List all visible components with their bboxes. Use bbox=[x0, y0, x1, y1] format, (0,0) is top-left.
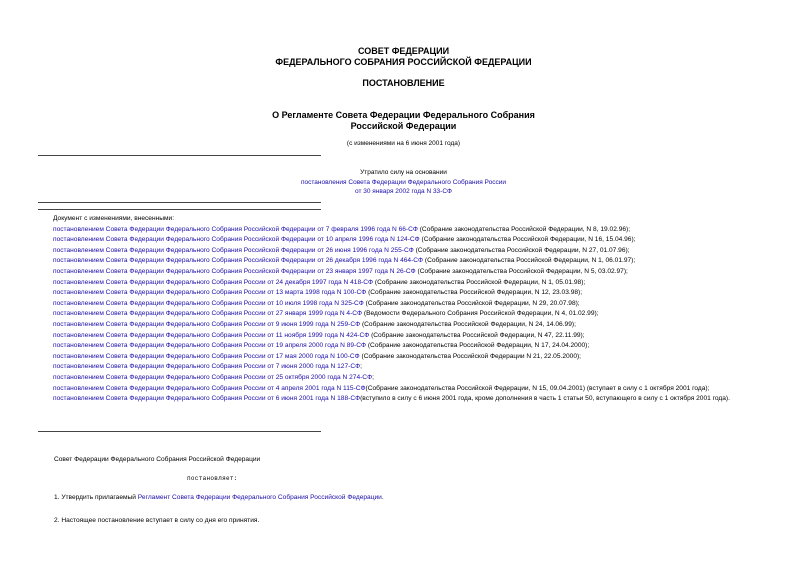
paragraph-1-end: . bbox=[381, 494, 384, 501]
amendment-item bbox=[40, 246, 775, 257]
doc-type: ПОСТАНОВЛЕНИЕ bbox=[362, 78, 445, 88]
divider bbox=[38, 155, 321, 156]
amendment-source: (вступило в силу с 6 июня 2001 года, кроме дополнения в часть 1 статьи 50, вступающего в силу с 1 октября 2001 года). bbox=[360, 395, 730, 403]
amendment-link[interactable]: постановлением Совета Федерации Федерального Собрания России от 9 июня 1999 года N 259-СФ bbox=[53, 320, 361, 328]
amendment-link[interactable]: постановлением Совета Федерации Федерального Собрания России от 10 июля 1998 года N 325-СФ bbox=[53, 299, 364, 307]
amendment-item bbox=[40, 225, 775, 236]
amendments-list bbox=[40, 214, 775, 405]
void-notice-link-line2[interactable]: от 30 января 2002 года N 33-СФ bbox=[355, 188, 452, 195]
amendment-source: (Собрание законодательства Российской Федерации N 21, 22.05.2000); bbox=[359, 352, 582, 360]
amendment-item bbox=[40, 384, 775, 395]
amendment-link[interactable]: постановлением Совета Федерации Федерального Собрания России от 17 мая 2000 года N 100-СФ bbox=[53, 352, 360, 360]
doc-title-line2: Российской Федерации bbox=[350, 121, 457, 131]
amendment-source: (Собрание законодательства Российской Федерации, N 17, 24.04.2000); bbox=[366, 342, 590, 350]
divider bbox=[38, 431, 321, 432]
header-line2: ФЕДЕРАЛЬНОГО СОБРАНИЯ РОССИЙСКОЙ ФЕДЕРАЦИИ bbox=[275, 57, 532, 67]
amendment-source: (Собрание законодательства Российской Федерации, N 29, 20.07.98); bbox=[363, 299, 580, 307]
amendment-source: (Собрание законодательства Российской Федерации, N 27, 01.07.96); bbox=[413, 246, 630, 254]
amendment-item bbox=[40, 235, 775, 246]
divider bbox=[38, 209, 321, 210]
amendment-item bbox=[40, 309, 775, 320]
amendment-link[interactable]: постановлением Совета Федерации Федерального Собрания Российской Федерации от 10 апреля 1996 года N 124-СФ bbox=[53, 236, 420, 244]
amendment-item bbox=[40, 288, 775, 299]
paragraph-1-text: 1. Утвердить прилагаемый bbox=[54, 494, 138, 501]
amendments-intro: Документ с изменениями, внесенными: bbox=[53, 215, 175, 222]
amendment-link[interactable]: постановлением Совета Федерации Федерального Собрания России от 24 декабря 1997 года N 418-СФ bbox=[53, 278, 374, 286]
amendment-link[interactable]: постановлением Совета Федерации Федерального Собрания России от 6 июня 2001 года N 188-СФ bbox=[53, 395, 361, 403]
amendment-item bbox=[40, 278, 775, 289]
amendment-source: (Собрание законодательства Российской Федерации, N 16, 15.04.96); bbox=[419, 236, 636, 244]
doc-title-line1: О Регламенте Совета Федерации Федерального Собрания bbox=[272, 110, 535, 120]
decrees-word: постановляет: bbox=[187, 475, 238, 482]
amendment-item bbox=[40, 373, 775, 384]
amendment-link[interactable]: постановлением Совета Федерации Федерального Собрания Российской Федерации от 7 февраля 1996 года N 66-СФ bbox=[53, 225, 418, 233]
amendment-item bbox=[40, 267, 775, 278]
amendment-item bbox=[40, 394, 775, 405]
regulations-link[interactable]: Регламент Совета Федерации Федерального Собрания Российской Федерации bbox=[137, 494, 382, 501]
void-notice-link-line1[interactable]: постановления Совета Федерации Федерального Собрания России bbox=[301, 179, 506, 186]
issuer: Совет Федерации Федерального Собрания Российской Федерации bbox=[54, 456, 261, 463]
amendment-source: (Собрание законодательства Российской Федерации, N 1, 05.01.98); bbox=[373, 278, 586, 286]
amendment-source: ; bbox=[360, 363, 362, 371]
paragraph-2: 2. Настоящее постановление вступает в силу со дня его принятия. bbox=[54, 517, 260, 524]
paragraph-1 bbox=[54, 493, 384, 502]
amendment-source: (Собрание законодательства Российской Федерации, N 1, 06.01.97); bbox=[423, 257, 636, 265]
amendment-source: (Собрание законодательства Российской Федерации, N 24, 14.06.99); bbox=[360, 320, 576, 328]
amendment-link[interactable]: постановлением Совета Федерации Федерального Собрания Российской Федерации от 26 июня 1996 года N 255-СФ bbox=[53, 246, 414, 254]
amendment-link[interactable]: постановлением Совета Федерации Федерального Собрания России от 13 марта 1998 года N 100-СФ bbox=[53, 289, 367, 297]
divider bbox=[38, 202, 321, 203]
void-notice: Утратило силу на основании bbox=[360, 169, 447, 176]
amendment-link[interactable]: постановлением Совета Федерации Федерального Собрания России от 4 апреля 2001 года N 115-СФ bbox=[53, 384, 366, 392]
amendment-item bbox=[40, 331, 775, 342]
amendment-source: ; bbox=[372, 373, 374, 381]
amendment-source: (Собрание законодательства Российской Федерации, N 15, 09.04.2001) (вступает в силу с 1 октября 2001 года); bbox=[365, 384, 710, 392]
amendment-source: (Собрание законодательства Российской Федерации, N 47, 22.11.99); bbox=[369, 331, 585, 339]
amended-note: (с изменениями на 6 июня 2001 года) bbox=[346, 140, 461, 147]
amendment-item bbox=[40, 299, 775, 310]
amendment-item bbox=[40, 256, 775, 267]
amendment-link[interactable]: постановлением Совета Федерации Федерального Собрания Российской Федерации от 26 декабря 1996 года N 464-СФ bbox=[53, 257, 424, 265]
amendment-link[interactable]: постановлением Совета Федерации Федерального Собрания России от 11 ноября 1999 года N 424-СФ bbox=[53, 331, 370, 339]
amendment-source: (Собрание законодательства Российской Федерации, N 8, 19.02.96); bbox=[417, 225, 631, 233]
amendment-link[interactable]: постановлением Совета Федерации Федерального Собрания России от 7 июня 2000 года N 127-СФ bbox=[53, 363, 361, 371]
amendment-source: (Собрание законодательства Российской Федерации, N 12, 23.03.98); bbox=[366, 289, 583, 297]
amendment-link[interactable]: постановлением Совета Федерации Федерального Собрания России от 27 января 1999 года N 4-СФ bbox=[53, 310, 363, 318]
amendment-link[interactable]: постановлением Совета Федерации Федерального Собрания России от 19 апреля 2000 года N 89-СФ bbox=[53, 342, 367, 350]
amendment-item bbox=[40, 320, 775, 331]
amendment-source: (Собрание законодательства Российской Федерации, N 5, 03.02.97); bbox=[415, 267, 628, 275]
amendment-link[interactable]: постановлением Совета Федерации Федерального Собрания России от 25 октября 2000 года N 274-СФ bbox=[53, 373, 373, 381]
amendment-link[interactable]: постановлением Совета Федерации Федерального Собрания Российской Федерации от 23 января 1997 года N 26-СФ bbox=[53, 267, 416, 275]
amendment-item bbox=[40, 352, 775, 363]
header-line1: СОВЕТ ФЕДЕРАЦИИ bbox=[357, 46, 450, 56]
amendment-source: (Ведомости Федерального Собрания Российской Федерации, N 4, 01.02.99); bbox=[362, 310, 599, 318]
amendment-item bbox=[40, 341, 775, 352]
amendment-item bbox=[40, 362, 775, 373]
